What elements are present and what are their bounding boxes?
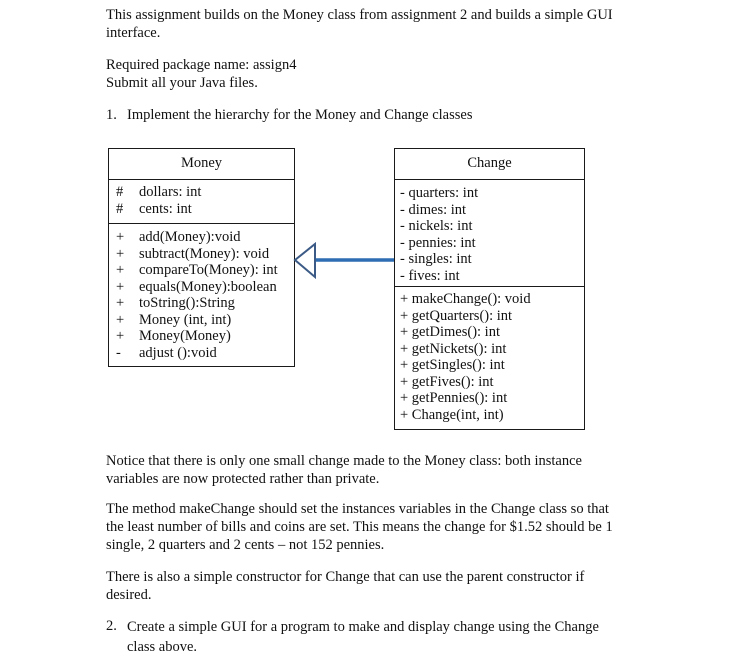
step-2-line-2: class above. (127, 639, 198, 655)
step-2-line-1: Create a simple GUI for a program to make and display change using the Change (127, 619, 599, 635)
arrow-head-icon (295, 244, 315, 277)
visibility-symbol: # (116, 184, 124, 200)
makechange-paragraph (106, 500, 626, 554)
makechange-line-2: the least number of bills and coins are set. This means the change for $1.52 should be 1 (106, 519, 613, 535)
method-text: Money (int, int) (139, 311, 232, 328)
visibility-symbol: - (116, 344, 121, 361)
step-2 (106, 617, 626, 659)
change-attribute: - pennies: int (400, 234, 476, 251)
method-text: adjust ():void (139, 344, 217, 361)
attribute-text: cents: int (139, 200, 192, 217)
intro-line-2: interface. (106, 25, 161, 41)
change-method: + getSingles(): int (400, 357, 505, 373)
money-class-name: Money (180, 155, 223, 171)
visibility-symbol: + (116, 262, 125, 278)
change-method: + getQuarters(): int (400, 307, 513, 324)
visibility-symbol: + (116, 328, 125, 344)
change-method: + getNickets(): int (400, 340, 507, 357)
change-class-name: Change (467, 155, 512, 171)
change-attribute: - dimes: int (400, 201, 467, 218)
step-2-number: 2. (106, 618, 117, 634)
constructor-line-2: desired. (106, 587, 152, 603)
intro-line-1: This assignment builds on the Money class from assignment 2 and builds a simple GUI (106, 7, 613, 23)
visibility-symbol: + (116, 295, 125, 311)
change-attribute: - quarters: int (400, 185, 479, 201)
change-method: + makeChange(): void (400, 291, 531, 307)
change-attribute: - fives: int (400, 267, 460, 284)
visibility-symbol: # (116, 200, 124, 217)
visibility-symbol: + (116, 278, 125, 295)
change-method: + getPennies(): int (400, 390, 508, 406)
change-attribute: - nickels: int (400, 218, 473, 234)
method-text: compareTo(Money): int (139, 262, 278, 278)
package-requirement: Required package name: assign4 (106, 57, 297, 73)
change-method: + getDimes(): int (400, 324, 500, 340)
method-text: add(Money):void (139, 229, 241, 245)
notice-line-2: variables are now protected rather than private. (106, 471, 380, 487)
method-text: Money(Money) (139, 328, 231, 344)
step-1-text: Implement the hierarchy for the Money and Change classes (127, 107, 473, 123)
notice-paragraph (106, 452, 626, 488)
visibility-symbol: + (116, 311, 125, 328)
step-2-text (127, 617, 627, 657)
constructor-paragraph (106, 568, 626, 604)
notice-line-1: Notice that there is only one small change made to the Money class: both instance (106, 453, 582, 469)
attribute-text: dollars: int (139, 184, 202, 200)
constructor-line-1: There is also a simple constructor for Change that can use the parent constructor if (106, 569, 585, 585)
method-text: equals(Money):boolean (139, 278, 277, 295)
makechange-line-1: The method makeChange should set the instances variables in the Change class so that (106, 501, 609, 517)
change-attribute: - singles: int (400, 251, 472, 267)
method-text: toString():String (139, 295, 235, 311)
visibility-symbol: + (116, 245, 125, 262)
visibility-symbol: + (116, 229, 125, 245)
makechange-line-3: single, 2 quarters and 2 cents – not 152 pennies. (106, 537, 385, 553)
method-text: subtract(Money): void (139, 245, 270, 262)
change-method: + getFives(): int (400, 373, 494, 390)
step-1-number: 1. (106, 107, 117, 123)
submit-requirement: Submit all your Java files. (106, 75, 258, 91)
change-method: + Change(int, int) (400, 406, 504, 423)
